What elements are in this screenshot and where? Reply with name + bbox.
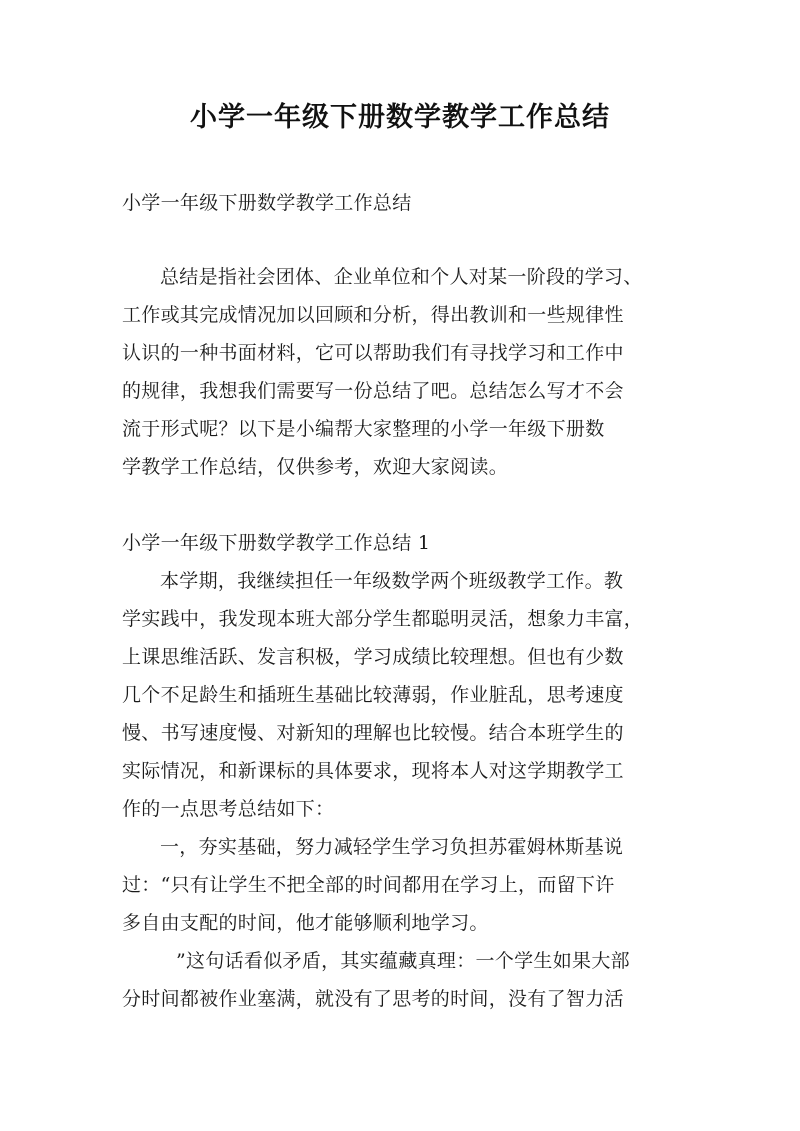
intro-line-3: 认识的一种书面材料，它可以帮助我们有寻找学习和工作中 — [122, 342, 624, 364]
document-subtitle: 小学一年级下册数学教学工作总结 — [122, 192, 412, 214]
section1-line-4: 几个不足龄生和插班生基础比较薄弱，作业脏乱，思考速度 — [122, 684, 624, 706]
section-heading: 小学一年级下册数学教学工作总结 1 — [122, 532, 431, 554]
section1-line-2: 学实践中，我发现本班大部分学生都聪明灵活，想象力丰富， — [122, 608, 644, 630]
point1-line-1: 一，夯实基础，努力减轻学生学习负担苏霍姆林斯基说 — [160, 836, 624, 858]
document-title: 小学一年级下册数学教学工作总结 — [190, 102, 610, 133]
quote-line-1: ”这句话看似矛盾，其实蕴藏真理：一个学生如果大部 — [176, 950, 630, 972]
quote-line-2: 分时间都被作业塞满，就没有了思考的时间，没有了智力活 — [122, 988, 624, 1010]
intro-line-6: 学教学工作总结，仅供参考，欢迎大家阅读。 — [122, 456, 509, 478]
section1-line-1: 本学期，我继续担任一年级数学两个班级教学工作。教 — [160, 570, 624, 592]
intro-line-2: 工作或其完成情况加以回顾和分析，得出教训和一些规律性 — [122, 304, 624, 326]
section1-line-7: 作的一点思考总结如下： — [122, 798, 335, 820]
section1-line-5: 慢、书写速度慢、对新知的理解也比较慢。结合本班学生的 — [122, 722, 624, 744]
intro-line-4: 的规律，我想我们需要写一份总结了吧。总结怎么写才不会 — [122, 380, 624, 402]
point1-line-2: 过：“只有让学生不把全部的时间都用在学习上，而留下许 — [122, 874, 615, 896]
intro-line-5: 流于形式呢？以下是小编帮大家整理的小学一年级下册数 — [122, 418, 605, 440]
section1-line-3: 上课思维活跃、发言积极，学习成绩比较理想。但也有少数 — [122, 646, 624, 668]
section1-line-6: 实际情况，和新课标的具体要求，现将本人对这学期教学工 — [122, 760, 624, 782]
intro-line-1: 总结是指社会团体、企业单位和个人对某一阶段的学习、 — [160, 266, 643, 288]
point1-line-3: 多自由支配的时间，他才能够顺利地学习。 — [122, 912, 489, 934]
